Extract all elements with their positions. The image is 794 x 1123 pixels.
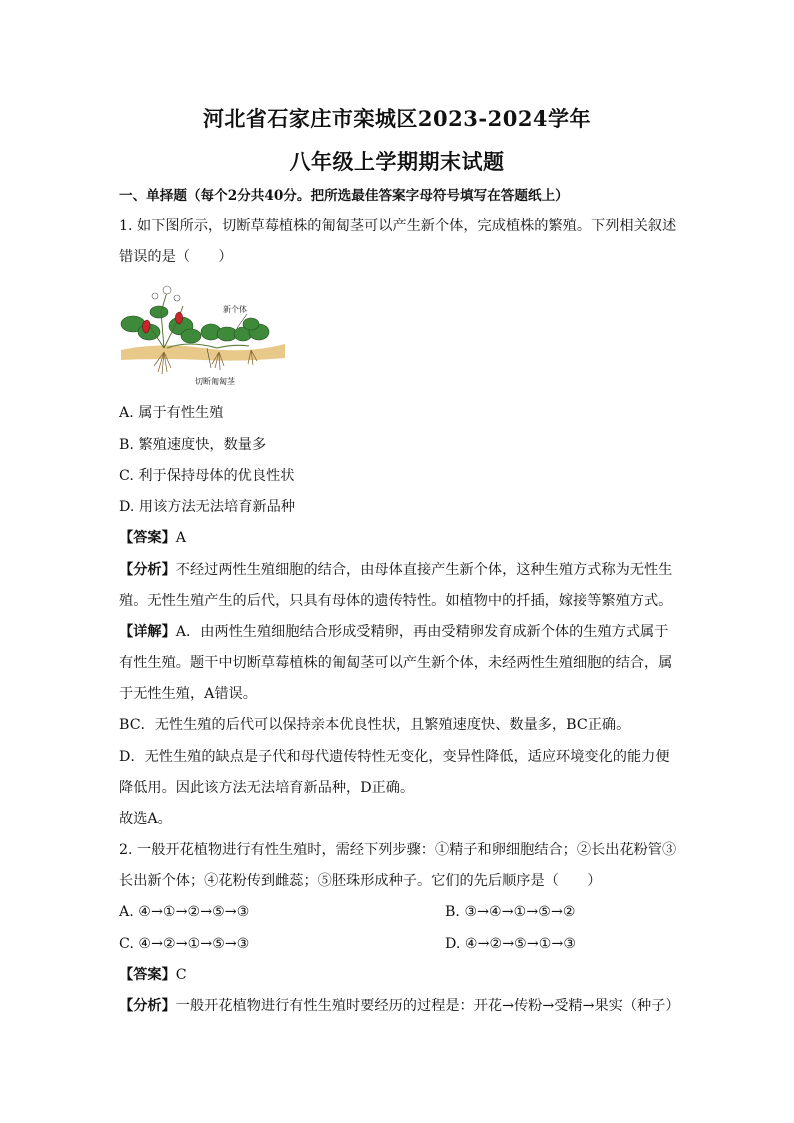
q2-option-a: A. ④→①→②→⑤→③	[119, 904, 250, 920]
q2-option-b: B. ③→④→①→⑤→②	[445, 904, 576, 920]
q1-answer	[119, 528, 186, 548]
answer-tag: 【答案】	[119, 967, 176, 983]
analysis-tag: 【分析】	[119, 562, 176, 578]
q1-detail-line4: BC．无性生殖的后代可以保持亲本优良性状，且繁殖速度快、数量多，BC正确。	[119, 717, 631, 733]
q1-option-d: D. 用该方法无法培育新品种	[119, 499, 295, 515]
q2-option-d: D. ④→②→⑤→①→③	[445, 936, 577, 952]
q1-stem-line2: 错误的是（ ）	[119, 249, 233, 265]
q1-option-b: B. 繁殖速度快，数量多	[119, 437, 267, 453]
analysis-tag: 【分析】	[119, 998, 176, 1014]
q1-option-c: C. 利于保持母体的优良性状	[119, 468, 295, 484]
flower-icons	[152, 286, 180, 301]
answer-value: A	[175, 530, 187, 546]
q1-detail-line2: 有性生殖。题干中切断草莓植株的匍匐茎可以产生新个体，未经两性生殖细胞的结合，属	[119, 655, 673, 671]
doc-title-line2: 八年级上学期期末试题	[289, 149, 505, 174]
q1-detail-line1	[119, 622, 668, 642]
analysis-text: 一般开花植物进行有性生殖时要经历的过程是：开花→传粉→受精→果实（种子）	[175, 998, 680, 1014]
figure-label-new: 新个体	[223, 305, 247, 314]
q2-option-c: C. ④→②→①→⑤→③	[119, 936, 250, 952]
q2-stem-line2: 长出新个体；④花粉传到雌蕊；⑤胚珠形成种子。它们的先后顺序是（ ）	[119, 873, 602, 889]
q2-analysis-line1	[119, 996, 680, 1016]
doc-title-line1: 河北省石家庄市栾城区2023-2024学年	[202, 106, 592, 131]
q1-stem-line1: 1. 如下图所示，切断草莓植株的匍匐茎可以产生新个体，完成植株的繁殖。下列相关叙述	[119, 218, 677, 234]
analysis-text: 不经过两性生殖细胞的结合，由母体直接产生新个体，这种生殖方式称为无性生	[175, 562, 673, 578]
q1-analysis-line2: 殖。无性生殖产生的后代，只具有母体的遗传特性。如植物中的扦插，嫁接等繁殖方式。	[119, 593, 673, 609]
detail-tag: 【详解】	[119, 624, 176, 640]
q2-stem-line1: 2. 一般开花植物进行有性生殖时，需经下列步骤：①精子和卵细胞结合；②长出花粉管③	[119, 842, 677, 858]
q1-detail-line5: D．无性生殖的缺点是子代和母代遗传特性无变化，变异性降低，适应环境变化的能力便	[119, 749, 670, 765]
q1-option-a: A. 属于有性生殖	[119, 405, 224, 421]
detail-text: A．由两性生殖细胞结合形成受精卵，再由受精卵发育成新个体的生殖方式属于	[175, 624, 669, 640]
soil-strip	[121, 344, 285, 361]
q1-detail-line6: 降低用。因此该方法无法培育新品种，D正确。	[119, 780, 415, 796]
q2-answer	[119, 965, 187, 985]
new-plant	[201, 318, 269, 341]
q1-analysis-line1	[119, 560, 672, 580]
q1-conclusion: 故选A。	[119, 811, 172, 827]
answer-tag: 【答案】	[119, 530, 176, 546]
section-heading: 一、单择题（每个2分共40分。把所选最佳答案字母符号填写在答题纸上）	[119, 188, 569, 204]
strawberry-runner-figure	[119, 282, 287, 390]
answer-value: C	[175, 967, 187, 983]
figure-label-cut: 切断匍匐茎	[195, 377, 235, 386]
q1-detail-line3: 于无性生殖，A错误。	[119, 686, 257, 702]
